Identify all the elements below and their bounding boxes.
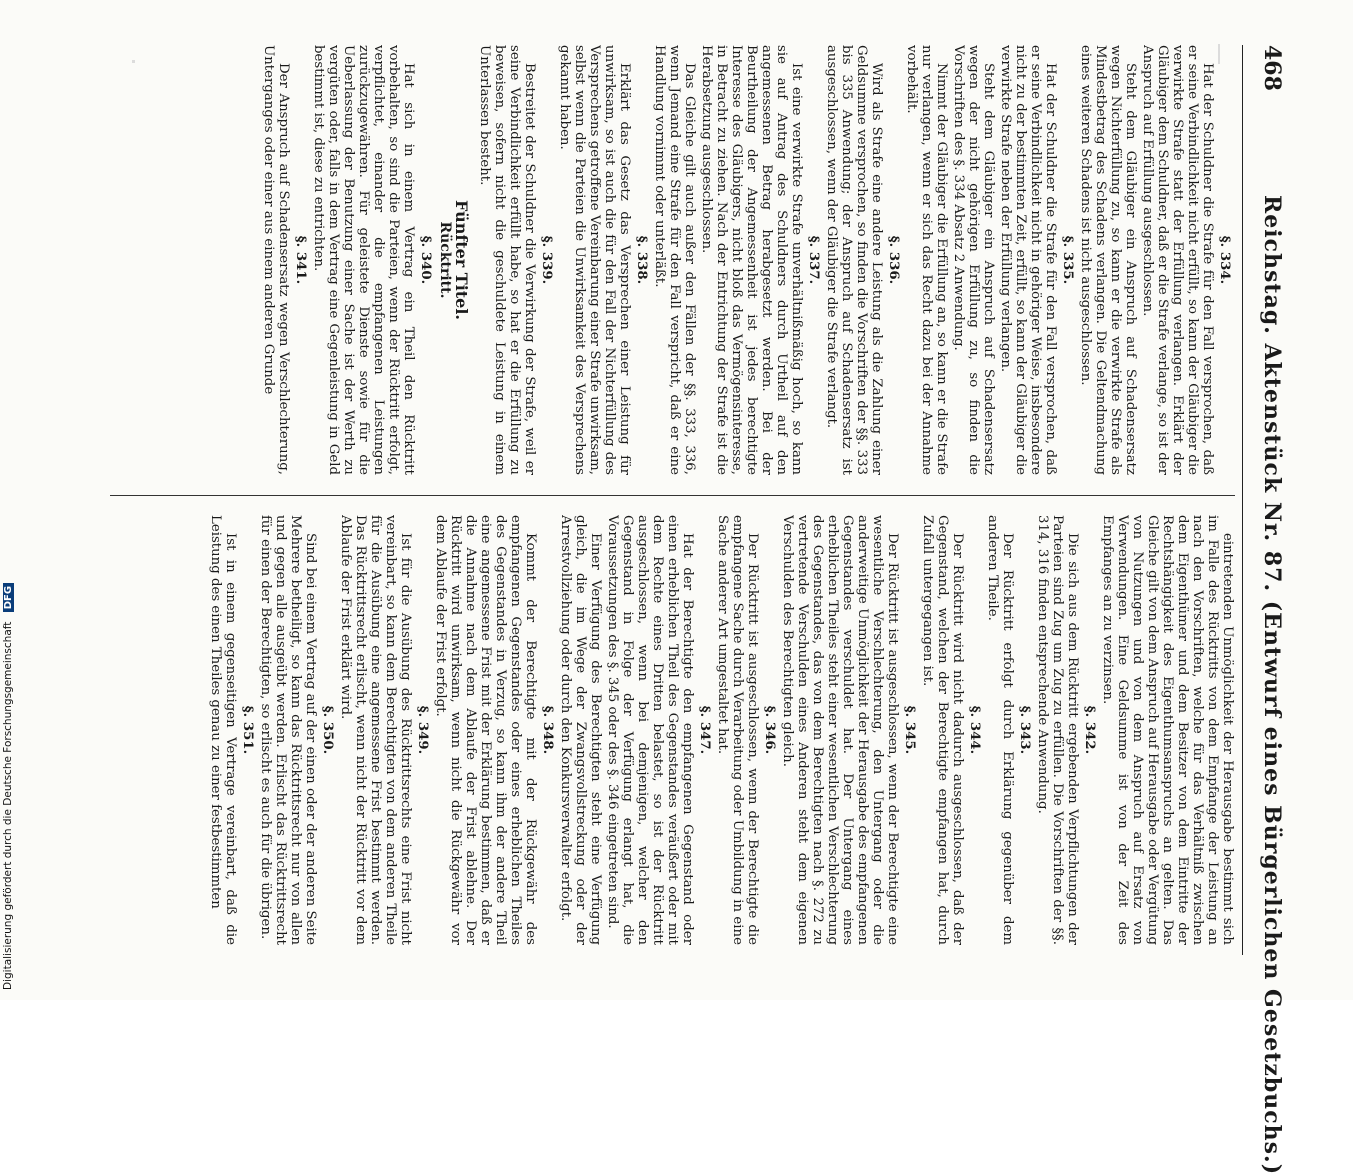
paragraph: Kommt der Berechtigte mit der Rückgewähr des empfangenen Gegenstandes oder eines erheblichen Theiles des Gegenstandes in Verzug, so kann ihm der andere Theil eine angemessene Frist mit der Erklärung bestimmen, daß er die Annahme nach dem Ablaufe der Frist ablehne. Der Rücktritt wird unwirksam, wenn nicht die Rückgewähr vor dem Ablaufe der Frist erfolgt.: [433, 515, 538, 945]
paragraph: Das Gleiche gilt auch außer den Fällen der §§. 333, 336, wenn Jemand eine Strafe für den Fall verspricht, daß er eine Handlung vornimmt oder unterläßt.: [652, 45, 697, 475]
paragraph: Ist für die Ausübung des Rücktrittsrechts eine Frist nicht vereinbart, so kann dem Berechtigten von dem anderen Theile für die Ausübung eine angemessene Frist bestimmt werden. Das Rücktrittsrecht erlischt, wenn nicht der Rücktritt vor dem Ablaufe der Frist erklärt wird.: [338, 515, 413, 945]
paragraph: Sind bei einem Vertrag auf der einen oder der anderen Seite Mehrere betheiligt, so kann das Rücktrittsrecht nur von allen und gegen alle ausgeübt werden. Erlischt das Rücktrittsrecht für einen der Berechtigten, so erlischt es auch für die übrigen.: [258, 515, 318, 945]
page-header: [1242, 45, 1295, 1175]
section-number: §. 346.: [762, 705, 777, 755]
section-number: §. 337.: [806, 235, 821, 285]
column-divider: [110, 495, 1235, 496]
paragraph: Hat der Schuldner die Strafe für den Fall versprochen, daß er seine Verbindlichkeit nicht erfüllt, so kann der Gläubiger die verwirkte Strafe statt der Erfüllung verlangen. Erklärt der Gläubiger dem Schuldner, daß er die Strafe verlange, so ist der Anspruch auf Erfüllung ausgeschlossen.: [1140, 45, 1215, 475]
section-number: §. 336.: [886, 235, 901, 285]
section-number: §. 351.: [240, 705, 255, 755]
paragraph: Die sich aus dem Rücktritt ergebenden Verpflichtungen der Parteien sind Zug um Zug zu erfüllen. Die Vorschriften der §§. 314, 316 finden entsprechende Anwendung.: [1035, 515, 1080, 945]
section-number: §. 347.: [697, 705, 712, 755]
page-title: Reichstag. Aktenstück Nr. 87. (Entwurf eines Bürgerlichen Gesetzbuchs.): [1259, 195, 1285, 1175]
footer: [2, 0, 20, 990]
paragraph: Der Anspruch auf Schadensersatz wegen Verschlechterung, Unterganges oder einer aus einem anderen Grunde: [261, 45, 291, 475]
footer-credit: Digitalisierung gefördert durch die Deutsche Forschungsgemeinschaft: [2, 621, 14, 990]
page-content-rotated: [85, 45, 1295, 1175]
paragraph: Steht dem Gläubiger ein Anspruch auf Schadensersatz wegen der nicht gehörigen Erfüllung zu, so finden die Vorschriften des §. 334 Absatz 2 Anwendung.: [951, 45, 996, 475]
section-number: §. 348.: [540, 705, 555, 755]
section-number: §. 339.: [539, 235, 554, 285]
paragraph: Hat der Schuldner die Strafe für den Fall versprochen, daß er seine Verbindlichkeit nicht in gehöriger Weise, insbesondere nicht zu der bestimmten Zeit, erfüllt, so kann der Gläubiger die verwirkte Strafe neben der Erfüllung verlangen.: [998, 45, 1058, 475]
section-number: §. 349.: [415, 705, 430, 755]
paragraph: Nimmt der Gläubiger die Erfüllung an, so kann er die Strafe nur verlangen, wenn er sich das Recht dazu bei der Annahme vorbehält.: [904, 45, 949, 475]
paragraph: Steht dem Gläubiger ein Anspruch auf Schadensersatz wegen Nichterfüllung zu, so kann er die verwirkte Strafe als Mindestbetrag des Schadens verlangen. Die Geltendmachung eines weiteren Schadens ist nicht ausgeschlossen.: [1078, 45, 1138, 475]
title-heading: Fünfter Titel.: [452, 200, 471, 320]
paragraph: Erklärt das Gesetz das Versprechen einer Leistung für unwirksam, so ist auch die für den Fall der Nichterfüllung des Versprechens getroffene Vereinbarung einer Strafe unwirksam, selbst wenn die Parteien die Unwirksamkeit des Versprechens gekannt haben.: [557, 45, 632, 475]
section-number: §. 340.: [418, 235, 433, 285]
footer-strip: [0, 0, 22, 1000]
paragraph: Der Rücktritt ist ausgeschlossen, wenn der Berechtigte eine wesentliche Verschlechterung, den Untergang oder die anderweitige Unmöglichkeit der Herausgabe des empfangenen Gegenstandes verschuldet hat. Der Untergang eines erheblichen Theiles steht einer wesentlichen Verschlechterung des Gegenstandes, das von dem Berechtigten nach §. 272 zu vertretende Verschulden eines Anderen steht dem eigenen Verschulden des Berechtigten gleich.: [780, 515, 900, 945]
section-number: §. 335.: [1060, 235, 1075, 285]
paragraph: Hat der Berechtigte den empfangenen Gegenstand oder einen erheblichen Theil des Gegenstandes veräußert oder mit dem Rechte eines Dritten belastet, so ist der Rücktritt ausgeschlossen, wenn bei demjenigen, welcher den Gegenstand in Folge der Verfügung erlangt hat, die Voraussetzungen des §. 345 oder des §. 346 eingetreten sind.: [605, 515, 695, 945]
paragraph: Der Rücktritt erfolgt durch Erklärung gegenüber dem anderen Theile.: [985, 515, 1015, 945]
paragraph: Bestreitet der Schuldner die Verwirkung der Strafe, weil er seine Verbindlichkeit erfüllt habe, so hat er die Erfüllung zu beweisen, sofern nicht die geschuldete Leistung in einem Unterlassen besteht.: [477, 45, 537, 475]
right-column: [105, 515, 1235, 945]
paragraph: Hat sich in einem Vertrag ein Theil den Rücktritt vorbehalten, so sind die Parteien, wenn der Rücktritt erfolgt, verpflichtet, einander die empfangenen Leistungen zurückzugewähren. Für geleistete Dienste sowie für die Ueberlassung der Benutzung einer Sache ist der Werth zu vergüten oder, falls in dem Vertrag eine Gegenleistung in Geld bestimmt ist, diese zu entrichten.: [311, 45, 416, 475]
left-column: [105, 45, 1235, 475]
paragraph: eintretenden Unmöglichkeit der Herausgabe bestimmt sich im Falle des Rücktritts von dem Empfange der Leistung an nach den Vorschriften, welche für das Verhältniß zwischen dem Eigenthümer und dem Besitzer von dem Eintritte der Rechtshängigkeit des Eigenthumsanspruchs an gelten. Das Gleiche gilt von dem Anspruch auf Herausgabe oder Vergütung von Nutzungen und von dem Anspruch auf Ersatz von Verwendungen. Eine Geldsumme ist von der Zeit des Empfanges an zu verzinsen.: [1100, 515, 1235, 945]
section-number: §. 342.: [1082, 705, 1097, 755]
section-number: §. 345.: [902, 705, 917, 755]
title-subheading: Rücktritt.: [437, 221, 453, 299]
paragraph: Ist in einem gegenseitigen Vertrage vereinbart, daß die Leistung des einen Theiles genau zu einer festbestimmten: [208, 515, 238, 945]
paragraph: Einer Verfügung des Berechtigten steht eine Verfügung gleich, die im Wege der Zwangsvollstreckung oder der Arrestvollziehung oder durch den Konkursverwalter erfolgt.: [558, 515, 603, 945]
paragraph: Der Rücktritt wird nicht dadurch ausgeschlossen, daß der Gegenstand, welchen der Berechtigte empfangen hat, durch Zufall untergegangen ist.: [920, 515, 965, 945]
paragraph: Ist eine verwirkte Strafe unverhältnißmäßig hoch, so kann sie auf Antrag des Schuldners durch Urtheil auf den angemessenen Betrag herabgesetzt werden. Bei der Beurtheilung der Angemessenheit ist jedes berechtigte Interesse des Gläubigers, nicht bloß das Vermögensinteresse, in Betracht zu ziehen. Nach der Entrichtung der Strafe ist die Herabsetzung ausgeschlossen.: [699, 45, 804, 475]
page-number: 468: [1259, 45, 1285, 91]
section-number: §. 350.: [320, 705, 335, 755]
section-number: §. 341.: [293, 235, 308, 285]
dfg-logo: DFG: [3, 583, 14, 612]
section-number: §. 338.: [634, 235, 649, 285]
section-number: §. 344.: [967, 705, 982, 755]
paragraph: Wird als Strafe eine andere Leistung als die Zahlung einer Geldsumme versprochen, so finden die Vorschriften der §§. 333 bis 335 Anwendung; der Anspruch auf Schadensersatz ist ausgeschlossen, wenn der Gläubiger die Strafe verlangt.: [824, 45, 884, 475]
section-number: §. 343.: [1017, 705, 1032, 755]
section-number: §. 334.: [1217, 235, 1232, 285]
paragraph: Der Rücktritt ist ausgeschlossen, wenn der Berechtigte die empfangene Sache durch Verarbeitung oder Umbildung in eine Sache anderer Art umgestaltet hat.: [715, 515, 760, 945]
